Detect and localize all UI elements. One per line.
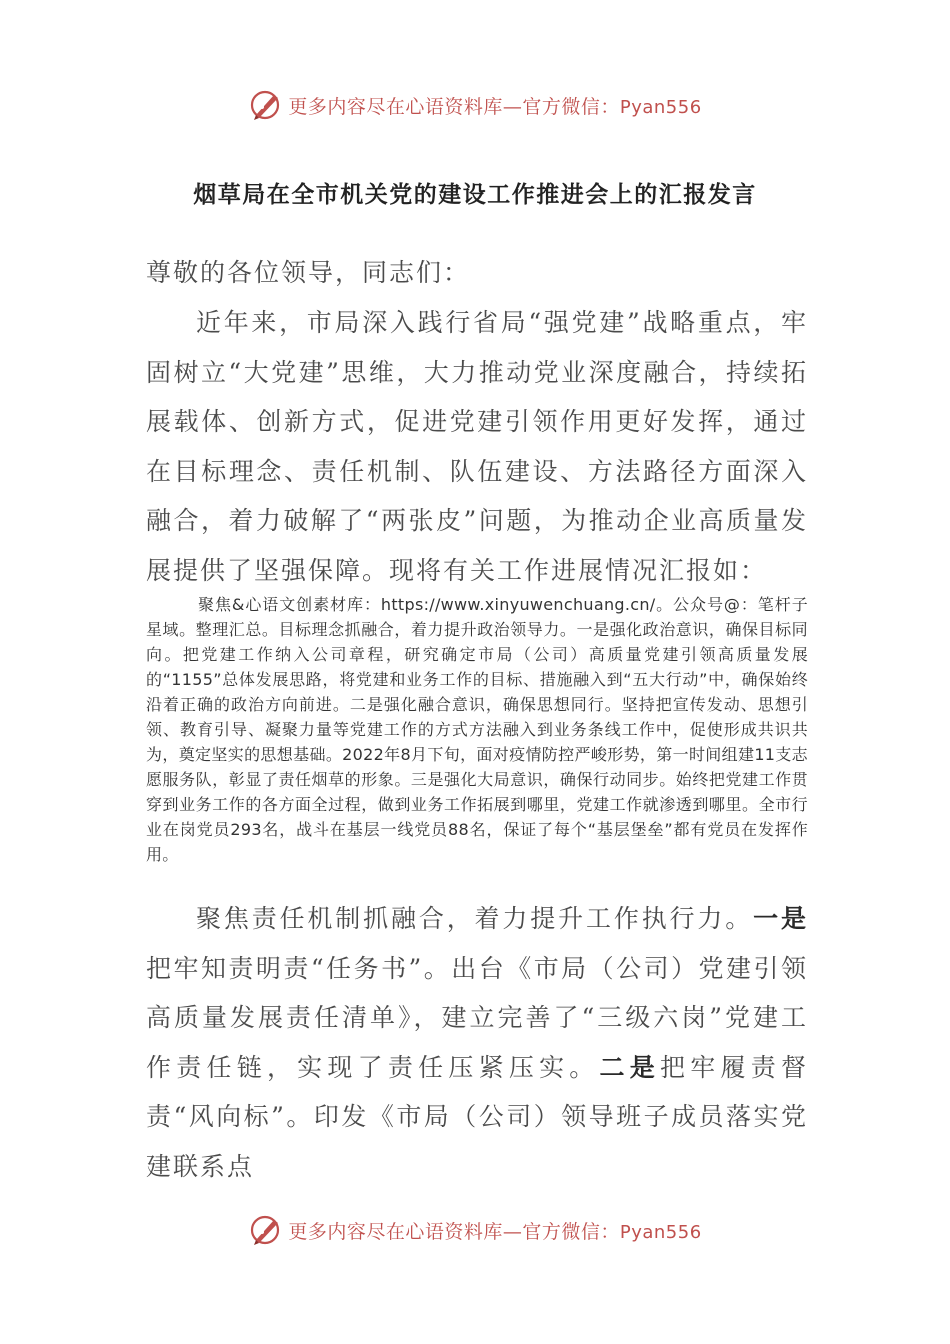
salutation: 尊敬的各位领导，同志们： [146, 258, 471, 287]
banner-text: 更多内容尽在心语资料库—官方微信：Pyan556 [288, 1220, 702, 1243]
item-label-2: 二是 [599, 1052, 661, 1082]
document-title: 烟草局在全市机关党的建设工作推进会上的汇报发言 [193, 182, 757, 208]
intro-paragraph: 近年来，市局深入践行省局“强党建”战略重点，牢固树立“大党建”思维，大力推动党业深度融合，持续拓展载体、创新方式，促进党建引领作用更好发挥，通过在目标理念、责任机制、队伍建设、方法路径方面深入融合，着力破解了“两张皮”问题，为推动企业高质量发展提供了坚强保障。现将有关工作进展情况汇报如： [146, 308, 808, 585]
header-banner [0, 85, 950, 125]
footer-banner [0, 1210, 950, 1250]
objective-paragraph: 聚焦&心语文创素材库：https://www.xinyuwenchuang.cn/。公众号@：笔杆子星域。整理汇总。目标理念抓融合，着力提升政治领导力。一是强化政治意识，确保目标同向。把党建工作纳入公司章程，研究确定市局（公司）高质量党建引领高质量发展的“1155”总体发展思路，将党建和业务工作的目标、措施融入到“五大行动”中，确保始终沿着正确的政治方向前进。二是强化融合意识，确保思想同行。坚持把宣传发动、思想引领、教育引导、凝聚力量等党建工作的方式方法融入到业务条线工作中，促使形成共识共为，奠定坚实的思想基础。2022年8月下旬，面对疫情防控严峻形势，第一时间组建11支志愿服务队，彰显了责任烟草的形象。三是强化大局意识，确保行动同步。始终把党建工作贯穿到业务工作的各方面全过程，做到业务工作拓展到哪里，党建工作就渗透到哪里。全市行业在岗党员293名，战斗在基层一线党员88名，保证了每个“基层堡垒”都有党员在发挥作用。 [146, 595, 808, 864]
pen-logo-icon [248, 1212, 284, 1248]
banner-text: 更多内容尽在心语资料库—官方微信：Pyan556 [288, 95, 702, 118]
responsibility-paragraph [146, 894, 808, 1191]
pen-logo-icon [248, 87, 284, 123]
item-text-2: 把牢履责督责“风向标”。印发《市局（公司）领导班子成员落实党建联系点 [146, 1052, 808, 1181]
item-text-1: 把牢知责明责“任务书”。出台《市局（公司）党建引领高质量发展责任清单》，建立完善了“三级六岗”党建工作责任链，实现了责任压紧压实。 [146, 953, 808, 1082]
paragraph-heading: 聚焦责任机制抓融合，着力提升工作执行力。 [196, 904, 754, 933]
item-label-1: 一是 [753, 904, 808, 933]
